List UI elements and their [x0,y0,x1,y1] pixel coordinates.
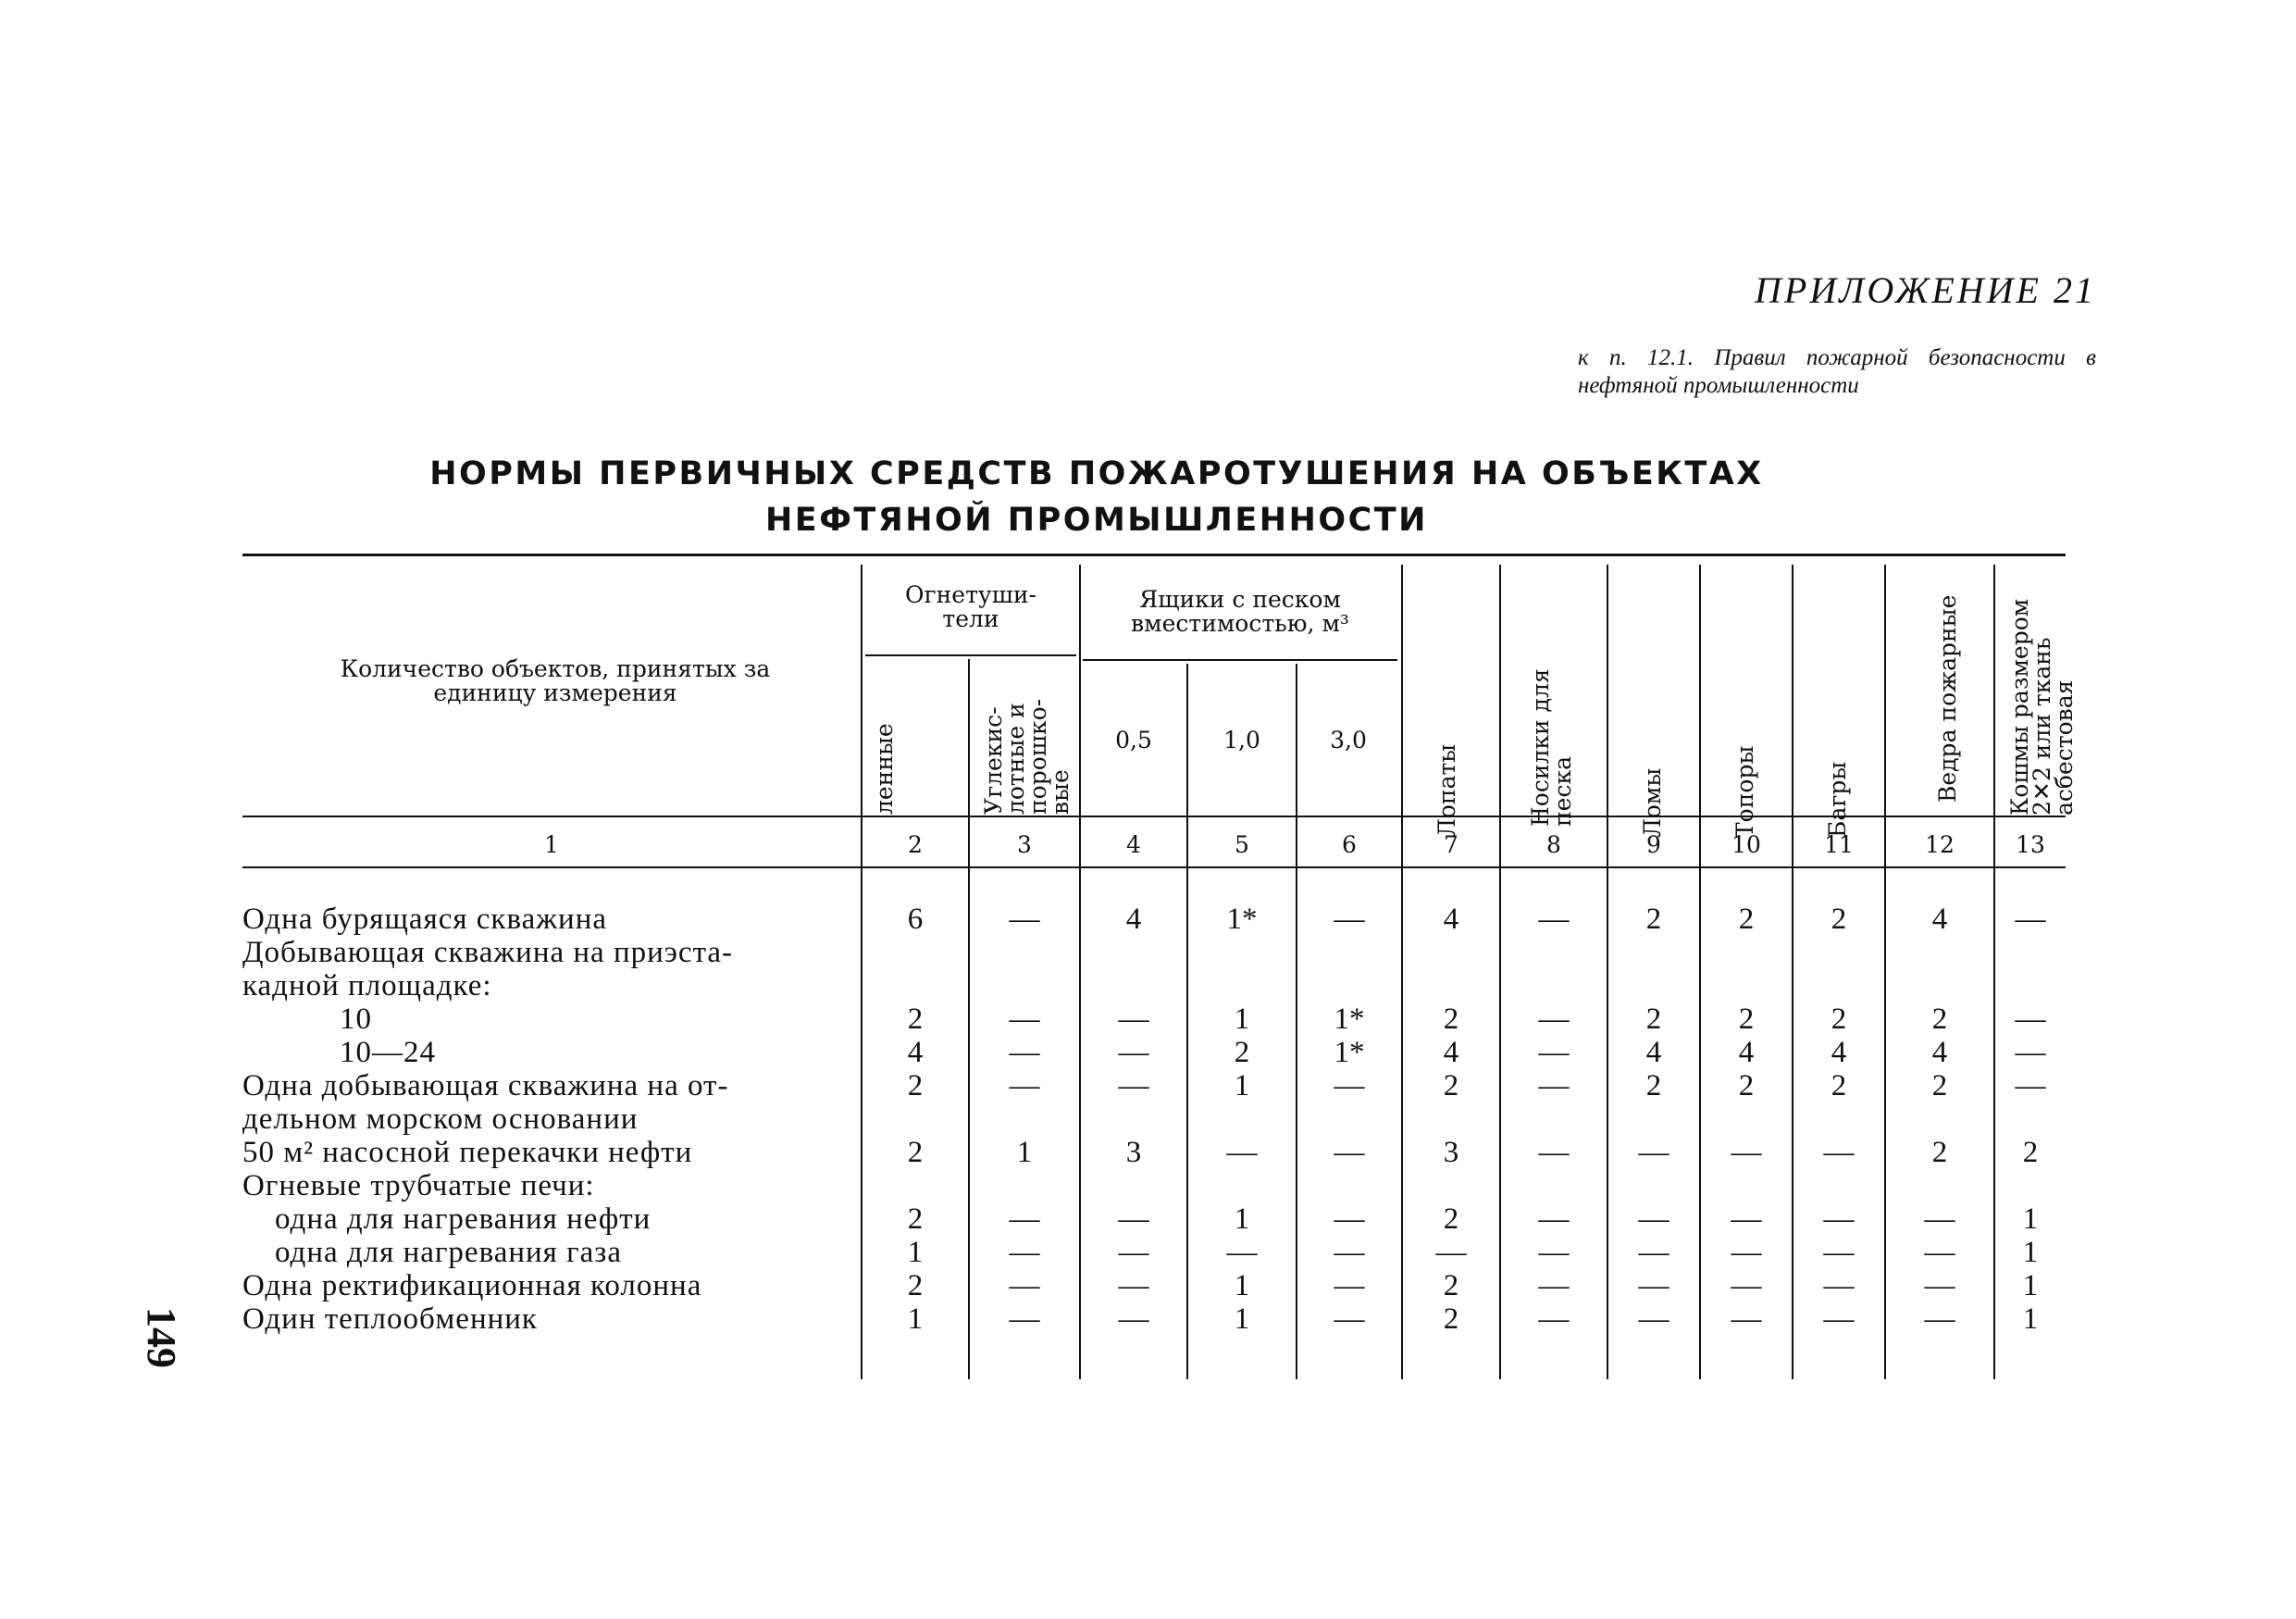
object-label: 50 м² насосной перекачки нефти [242,1136,693,1169]
column-number: 10 [1731,831,1761,858]
table-cell: — [1334,1269,1365,1302]
header-extinguishers: Огнетуши- тели [905,581,1036,632]
table-cell: 2 [2022,1136,2039,1169]
table-cell: 4 [1443,1036,1459,1069]
table-cell: — [1118,1069,1149,1102]
table-cell: — [1924,1236,1955,1269]
table-cell: 6 [907,903,924,936]
header-felt-mats: Кошмы размером 2✕2 или ткань асбестовая [2006,598,2078,816]
header-crowbars: Ломы [1639,767,1666,838]
column-number: 7 [1444,831,1458,858]
object-label: Одна добывающая скважина на от- [242,1069,729,1102]
rule-reference: к п. 12.1. Правил пожарной безопасности в нефтяной промышленности [1578,345,2096,398]
table-cell: — [1118,1236,1149,1269]
table-cell: — [1823,1269,1855,1302]
column-number: 6 [1342,831,1357,858]
table-cell: — [1823,1202,1855,1236]
group-header-rule-1 [865,654,1076,656]
table-cell: 2 [1645,1003,1662,1036]
table-cell: — [1731,1302,1762,1336]
table-cell: 2 [1234,1036,1250,1069]
object-label: Один теплообменник [242,1302,538,1336]
title-line-1: НОРМЫ ПЕРВИЧНЫХ СРЕДСТВ ПОЖАРОТУШЕНИЯ НА ОБЪЕКТАХ [429,455,1764,492]
table-cell: 4 [1443,903,1459,936]
table-cell: — [2015,1036,2046,1069]
table-cell: — [1538,1036,1570,1069]
table-cell: 2 [907,1136,924,1169]
table-cell: 2 [1443,1202,1459,1236]
table-cell: 2 [1443,1003,1459,1036]
table-cell: — [1334,1136,1365,1169]
column-number: 4 [1126,831,1141,858]
table-cell: — [1538,1236,1570,1269]
table-cell: 1 [2022,1236,2039,1269]
object-label: Добывающая скважина на приэста- [242,936,734,969]
table-cell: — [1731,1202,1762,1236]
table-cell: 2 [1831,1003,1847,1036]
table-cell: 1 [1016,1136,1033,1169]
table-cell: — [1009,1236,1040,1269]
table-cell: — [1538,1202,1570,1236]
table-cell: 2 [907,1069,924,1102]
table-cell: — [1118,1269,1149,1302]
table-cell: 1* [1334,1003,1365,1036]
table-cell: 4 [1931,903,1948,936]
header-axes: Топоры [1731,745,1758,838]
column-number: 1 [544,831,559,858]
column-number: 13 [2016,831,2045,858]
table-cell: — [1823,1302,1855,1336]
table-cell: — [2015,1069,2046,1102]
table-cell: 2 [1831,1069,1847,1102]
table-cell: 2 [1931,1003,1948,1036]
table-cell: — [1538,1003,1570,1036]
table-cell: 1 [1234,1202,1250,1236]
table-cell: — [1731,1236,1762,1269]
table-cell: — [1009,1036,1040,1069]
table-cell: 1 [1234,1269,1250,1302]
table-cell: — [1334,1202,1365,1236]
object-label: 10—24 [340,1036,436,1069]
header-foam-extinguishers: ленные [871,723,898,815]
table-cell: — [1118,1302,1149,1336]
table-cell: 4 [907,1036,924,1069]
table-cell: — [1731,1136,1762,1169]
table-cell: — [1118,1003,1149,1036]
object-label: Одна бурящаяся скважина [242,903,608,936]
table-cell: — [1638,1202,1669,1236]
object-label: Огневые трубчатые печи: [242,1169,595,1202]
group-header-rule-2 [1083,659,1397,661]
header-sand-3-0: 3,0 [1330,727,1367,753]
table-cell: — [1638,1302,1669,1336]
table-cell: — [1538,1302,1570,1336]
table-cell: 2 [1738,1069,1755,1102]
table-cell: 1 [907,1302,924,1336]
table-cell: — [1226,1136,1258,1169]
table-cell: — [1118,1202,1149,1236]
table-cell: 1* [1226,903,1258,936]
table-cell: 2 [1738,903,1755,936]
table-cell: 4 [1125,903,1142,936]
table-cell: — [1435,1236,1467,1269]
header-hooks: Багры [1824,761,1851,838]
table-cell: 3 [1443,1136,1459,1169]
table-cell: — [1118,1036,1149,1069]
table-cell: 2 [907,1269,924,1302]
title-line-2: НЕФТЯНОЙ ПРОМЫШЛЕННОСТИ [765,502,1428,539]
table-cell: — [1538,1136,1570,1169]
table-cell: 2 [1443,1302,1459,1336]
object-label: кадной площадке: [242,969,492,1003]
table-cell: — [1731,1269,1762,1302]
header-shovels: Лопаты [1433,743,1460,838]
table-cell: 1 [1234,1003,1250,1036]
table-cell: — [1334,1236,1365,1269]
header-fire-buckets: Ведра пожарные [1934,594,1961,803]
header-sand-stretchers: Носилки для песка [1527,668,1576,827]
object-label: одна для нагревания газа [275,1236,622,1269]
table-cell: — [1009,903,1040,936]
table-cell: — [2015,903,2046,936]
table-cell: — [1334,1302,1365,1336]
table-cell: 1* [1334,1036,1365,1069]
table-cell: — [1334,903,1365,936]
table-cell: — [1009,1003,1040,1036]
column-number: 11 [1824,831,1854,858]
table-cell: — [1226,1236,1258,1269]
object-label: Одна ректификационная колонна [242,1269,702,1302]
table-cell: — [1924,1269,1955,1302]
table-cell: 2 [1931,1136,1948,1169]
table-cell: — [1538,1069,1570,1102]
table-cell: — [1009,1302,1040,1336]
page-number: 149 [139,1307,184,1368]
table-top-rule [242,554,2066,556]
column-number: 12 [1925,831,1955,858]
header-sand-1-0: 1,0 [1223,727,1260,753]
table-cell: — [1009,1202,1040,1236]
document-title [426,451,1768,543]
table-cell: — [1009,1069,1040,1102]
table-cell: — [1924,1202,1955,1236]
header-sand-boxes: Ящики с песком вместимостью, м³ [1131,586,1349,637]
table-cell: — [1823,1136,1855,1169]
table-cell: 4 [1738,1036,1755,1069]
table-cell: — [1538,1269,1570,1302]
table-cell: 2 [1645,903,1662,936]
table-cell: — [1924,1302,1955,1336]
table-cell: — [1334,1069,1365,1102]
table-cell: 1 [1234,1302,1250,1336]
table-cell: 2 [907,1003,924,1036]
table-cell: 4 [1831,1036,1847,1069]
table-cell: 1 [2022,1302,2039,1336]
table-cell: 1 [1234,1069,1250,1102]
column-number: 3 [1017,831,1032,858]
table-cell: — [1638,1269,1669,1302]
table-cell: 4 [1645,1036,1662,1069]
table-cell: — [1638,1236,1669,1269]
table-cell: 4 [1931,1036,1948,1069]
object-label: 10 [340,1003,372,1036]
appendix-label: ПРИЛОЖЕНИЕ 21 [1755,269,2096,311]
object-label: дельном морском основании [242,1102,639,1136]
table-cell: — [1638,1136,1669,1169]
table-cell: — [1538,903,1570,936]
table-cell: 3 [1125,1136,1142,1169]
table-cell: 1 [2022,1269,2039,1302]
table-cell: 1 [2022,1202,2039,1236]
table-cell: 2 [907,1202,924,1236]
table-cell: — [1009,1269,1040,1302]
table-cell: 2 [1738,1003,1755,1036]
column-number: 8 [1546,831,1561,858]
table-cell: 2 [1645,1069,1662,1102]
header-object-quantity: Количество объектов, принятых за единицу измерения [340,655,771,706]
column-number: 2 [908,831,923,858]
header-sand-0-5: 0,5 [1115,727,1152,753]
table-cell: 2 [1831,903,1847,936]
table-cell: 2 [1443,1269,1459,1302]
column-number: 9 [1646,831,1661,858]
object-label: одна для нагревания нефти [275,1202,652,1236]
table-cell: 2 [1931,1069,1948,1102]
table-cell: — [2015,1003,2046,1036]
column-number: 5 [1235,831,1249,858]
table-cell: 1 [907,1236,924,1269]
table-cell: 2 [1443,1069,1459,1102]
table-cell: — [1823,1236,1855,1269]
header-co2-extinguishers: Углекис- лотные и порошко- вые [980,698,1074,815]
